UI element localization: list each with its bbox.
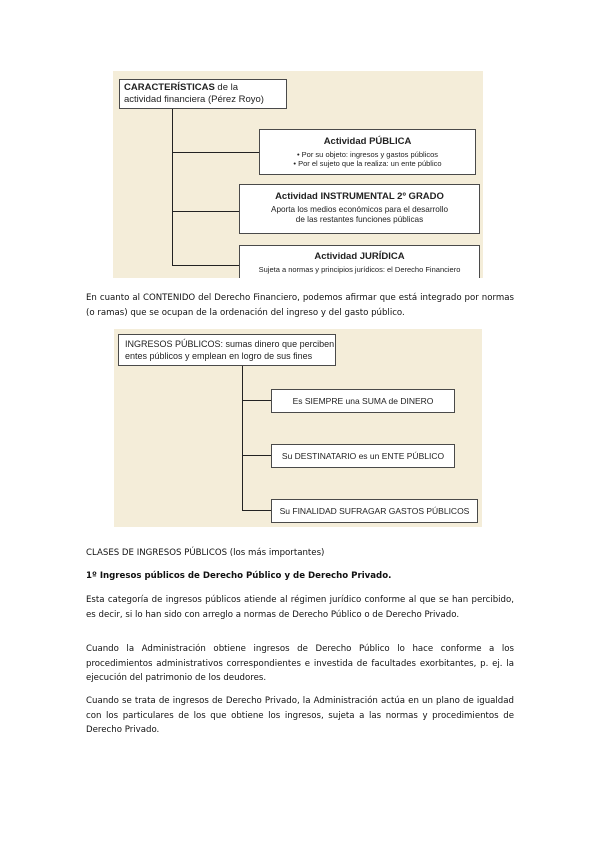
root2-line-1: INGRESOS PÚBLICOS: sumas dinero que perciben xyxy=(125,339,335,349)
connector-trunk-2 xyxy=(242,365,243,511)
connector-trunk xyxy=(172,108,173,266)
box-actividad-juridica xyxy=(239,245,480,278)
box2-line-1: Aporta los medios económicos para el desarrollo xyxy=(270,205,449,214)
box-suma-dinero xyxy=(271,389,455,413)
box2-3-label: Su FINALIDAD SUFRAGAR GASTOS PÚBLICOS xyxy=(279,506,470,516)
connector-2-3 xyxy=(242,510,271,511)
paragraph-1: Esta categoría de ingresos públicos atiende al régimen jurídico conforme al que se han percibido, es decir, si lo han sido con arreglo a normas de Derecho Público o de Derecho Privado. xyxy=(86,595,514,620)
root-title-rest: de la xyxy=(214,82,239,93)
connector-3 xyxy=(172,265,239,266)
paragraph-contenido: En cuanto al CONTENIDO del Derecho Financiero, podemos afirmar que está integrado por normas (o ramas) que se ocupan de la ordenación del ingreso y del gasto público. xyxy=(86,293,514,318)
box2-2-label: Su DESTINATARIO es un ENTE PÚBLICO xyxy=(281,451,445,461)
section-title: CLASES DE INGRESOS PÚBLICOS (los más importantes) xyxy=(86,548,325,558)
root-box-2 xyxy=(118,334,336,366)
box2-title: Actividad INSTRUMENTAL 2º GRADO xyxy=(275,191,444,202)
connector-1 xyxy=(172,152,259,153)
root-title-line2: actividad financiera (Pérez Royo) xyxy=(124,94,264,105)
box-destinatario xyxy=(271,444,455,468)
box1-line-2: • Por el sujeto que la realiza: un ente público xyxy=(293,159,442,168)
box2-1-label: Es SIEMPRE una SUMA de DINERO xyxy=(292,396,434,406)
paragraph-2: Cuando la Administración obtiene ingresos de Derecho Público lo hace conforme a los procedimientos administrativos correspondientes e investida de facultades exorbitantes, p. ej. la ejecución del patrimonio de los deudores. xyxy=(86,644,514,683)
box3-title: Actividad JURÍDICA xyxy=(314,251,405,262)
box3-line-1: Sujeta a normas y principios jurídicos: el Derecho Financiero xyxy=(258,265,461,274)
box-finalidad xyxy=(271,499,478,523)
connector-2-1 xyxy=(242,400,271,401)
connector-2 xyxy=(172,211,239,212)
connector-2-2 xyxy=(242,455,271,456)
diagram-caracteristicas xyxy=(113,71,483,278)
box-actividad-instrumental xyxy=(239,184,480,234)
root-title-bold: CARACTERÍSTICAS xyxy=(124,82,215,93)
box1-title: Actividad PÚBLICA xyxy=(323,136,412,147)
box-actividad-publica xyxy=(259,129,476,175)
root-box xyxy=(119,79,287,109)
diagram-ingresos-publicos xyxy=(114,329,482,527)
box1-line-1: • Por su objeto: ingresos y gastos públicos xyxy=(296,150,439,159)
subheading: 1º Ingresos públicos de Derecho Público y de Derecho Privado. xyxy=(86,571,392,581)
box2-line-2: de las restantes funciones públicas xyxy=(295,215,424,224)
root2-line-2: entes públicos y emplean en logro de sus fines xyxy=(125,351,313,361)
paragraph-3: Cuando se trata de ingresos de Derecho Privado, la Administración actúa en un plano de igualdad con los particulares de los que obtiene los ingresos, sujeta a las normas y procedimientos de Derecho Privado. xyxy=(86,696,514,735)
